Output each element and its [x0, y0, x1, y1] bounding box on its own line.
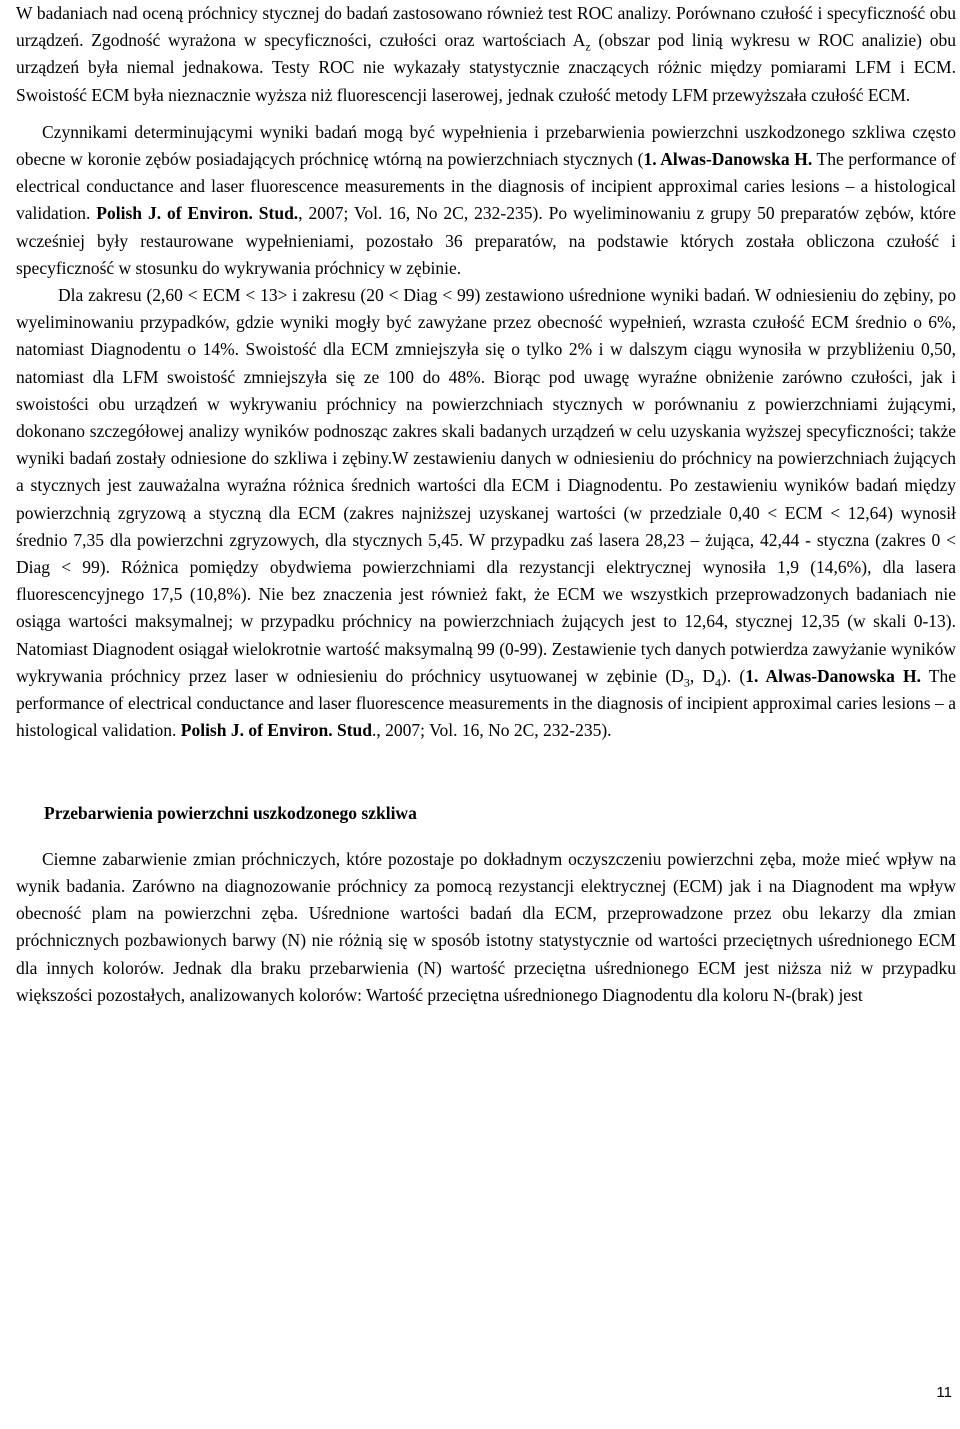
- citation-journal: Polish J. of Environ. Stud: [180, 720, 373, 741]
- paragraph-roc-analysis: [16, 0, 956, 109]
- subscript: z: [585, 39, 591, 54]
- document-page: [16, 0, 956, 1009]
- text-run: Po wyeliminowaniu z grupy 50 preparatów zębów, które wcześniej były restaurowane wypełnieniami, pozostało 36 preparatów, na podstawie których została obliczona czułość i specyficzność w stosunku do wykrywania próchnicy w zębinie.: [16, 203, 956, 278]
- paragraph-discoloration: Ciemne zabarwienie zmian próchniczych, które pozostaje po dokładnym oczyszczeniu powierzchni zęba, może mieć wpływ na wynik badania. Zarówno na diagnozowanie próchnicy za pomocą rezystancji elektrycznej (ECM) jak i na Diagnodent ma wpływ obecność plam na powierzchni zęba. Uśrednione wartości badań dla ECM, przeprowadzone przez obu lekarzy dla zmian próchnicznych pozbawionych barwy (N) nie różnią się w sposób istotny statystycznie od wartości przeciętnych uśrednionego ECM dla innych kolorów. Jednak dla braku przebarwienia (N) wartość przeciętna uśrednionego ECM jest niższa niż w przypadku większości pozostałych, analizowanych kolorów: Wartość przeciętna uśrednionego Diagnodentu dla koloru N-(brak) jest: [16, 848, 956, 1005]
- section-heading: Przebarwienia powierzchni uszkodzonego szkliwa: [44, 803, 417, 824]
- citation-title: The performance of electrical conductance and laser fluorescence measurements in the diagnosis of incipient approximal caries lesions – a histological validation.: [16, 665, 956, 741]
- text-run: (obszar pod linią wykresu w ROC analizie) obu urządzeń była niemal jednakowa. Testy ROC nie wykazały statystycznie znaczących różnic między pomiarami LFM i ECM. Swoistość ECM była nieznacznie wyższa niż fluorescencji laserowej, jednak czułość metody LFM przewyższała czułość ECM.: [16, 30, 956, 105]
- page-number: 11: [936, 1384, 952, 1401]
- text-run: , D: [689, 665, 715, 686]
- text-run: ). (: [721, 665, 746, 686]
- subscript: 3: [683, 675, 690, 690]
- text-run: Dla zakresu (2,60 < ECM < 13> i zakresu (20 < Diag < 99) zestawiono uśrednione wyniki badań. W odniesieniu do zębiny, po wyeliminowaniu przypadków, gdzie wyniki mogły być zawyżane przez obecność wypełnień, wzrasta czułość ECM średnio o 6%, natomiast Diagnodentu o 14%. Swoistość dla ECM zmniejszyła się o tylko 2% i w dalszym ciągu wynosiła w przybliżeniu 0,50, natomiast dla LFM swoistość zmniejszyła się ze 100 do 48%. Biorąc pod uwagę wyraźne obniżenie zarówno czułości, jak i swoistości obu urządzeń w wykrywaniu próchnicy na powierzchniach stycznych w porównaniu z powierzchniami żującymi, dokonano szczegółowej analizy wyników podnosząc zakres skali badanych urządzeń w celu uzyskania wyższej specyficzności; także wyniki badań zostały odniesione do szkliwa i zębiny.W zestawieniu danych w odniesieniu do próchnicy na powierzchniach żujących a stycznych jest zauważalna wyraźna różnica średnich wartości dla ECM i Diagnodentu. Po zestawieniu wyników badań między powierzchnią zgryzową a styczną dla ECM (zakres najniższej uzyskanej wartości (w przedziale 0,40 < ECM < 12,64) wynosił średnio 7,35 dla powierzchni zgryzowych, dla stycznych 5,45. W przypadku zaś lasera 28,23 – żująca, 42,44 - styczna (zakres 0 < Diag < 99). Różnica pomiędzy obydwiema powierzchniami dla rezystancji elektrycznej wynosiła 1,9 (14,6%), dla lasera fluorescencyjnego 17,5 (10,8%). Nie bez znaczenia jest również fakt, że ECM we wszystkich przeprowadzonych badaniach nie osiąga wartości maksymalnej; w przypadku próchnicy na powierzchniach żujących jest to 12,64, stycznej 12,35 (w skali 0-13). Natomiast Diagnodent osiągał wielokrotnie wartość maksymalną 99 (0-99). Zestawienie tych danych potwierdza zawyżanie wyników wykrywania próchnicy przez laser w odniesieniu do próchnicy usytuowanej w zębinie (D: [16, 285, 956, 686]
- citation-author: 1. Alwas-Danowska H.: [643, 149, 813, 170]
- citation-journal: Polish J. of Environ. Stud.: [96, 203, 299, 224]
- subscript: 4: [715, 675, 721, 690]
- paragraph-determining-factors: [16, 119, 956, 282]
- text-run: W badaniach nad oceną próchnicy stycznej do badań zastosowano również test ROC analizy. Porównano czułość i specyficzność obu urządzeń. Zgodność wyrażona w specyficzności, czułości oraz wartościach A: [16, 3, 956, 51]
- citation-details: ., 2007; Vol. 16, No 2C, 232-235).: [372, 720, 612, 741]
- citation-title: The performance of electrical conductance and laser fluorescence measurements in the diagnosis of incipient approximal caries lesions – a histological validation.: [16, 149, 957, 224]
- paragraph-ecm-diag-results: [16, 282, 956, 744]
- text-run: Czynnikami determinującymi wyniki badań mogą być wypełnienia i przebarwienia powierzchni uszkodzonego szkliwa często obecne w koronie zębów posiadających próchnicę wtórną na powierzchniach stycznych (: [16, 121, 956, 170]
- citation-details: , 2007; Vol. 16, No 2C, 232-235).: [298, 203, 543, 224]
- citation-author: 1. Alwas-Danowska H.: [745, 665, 921, 686]
